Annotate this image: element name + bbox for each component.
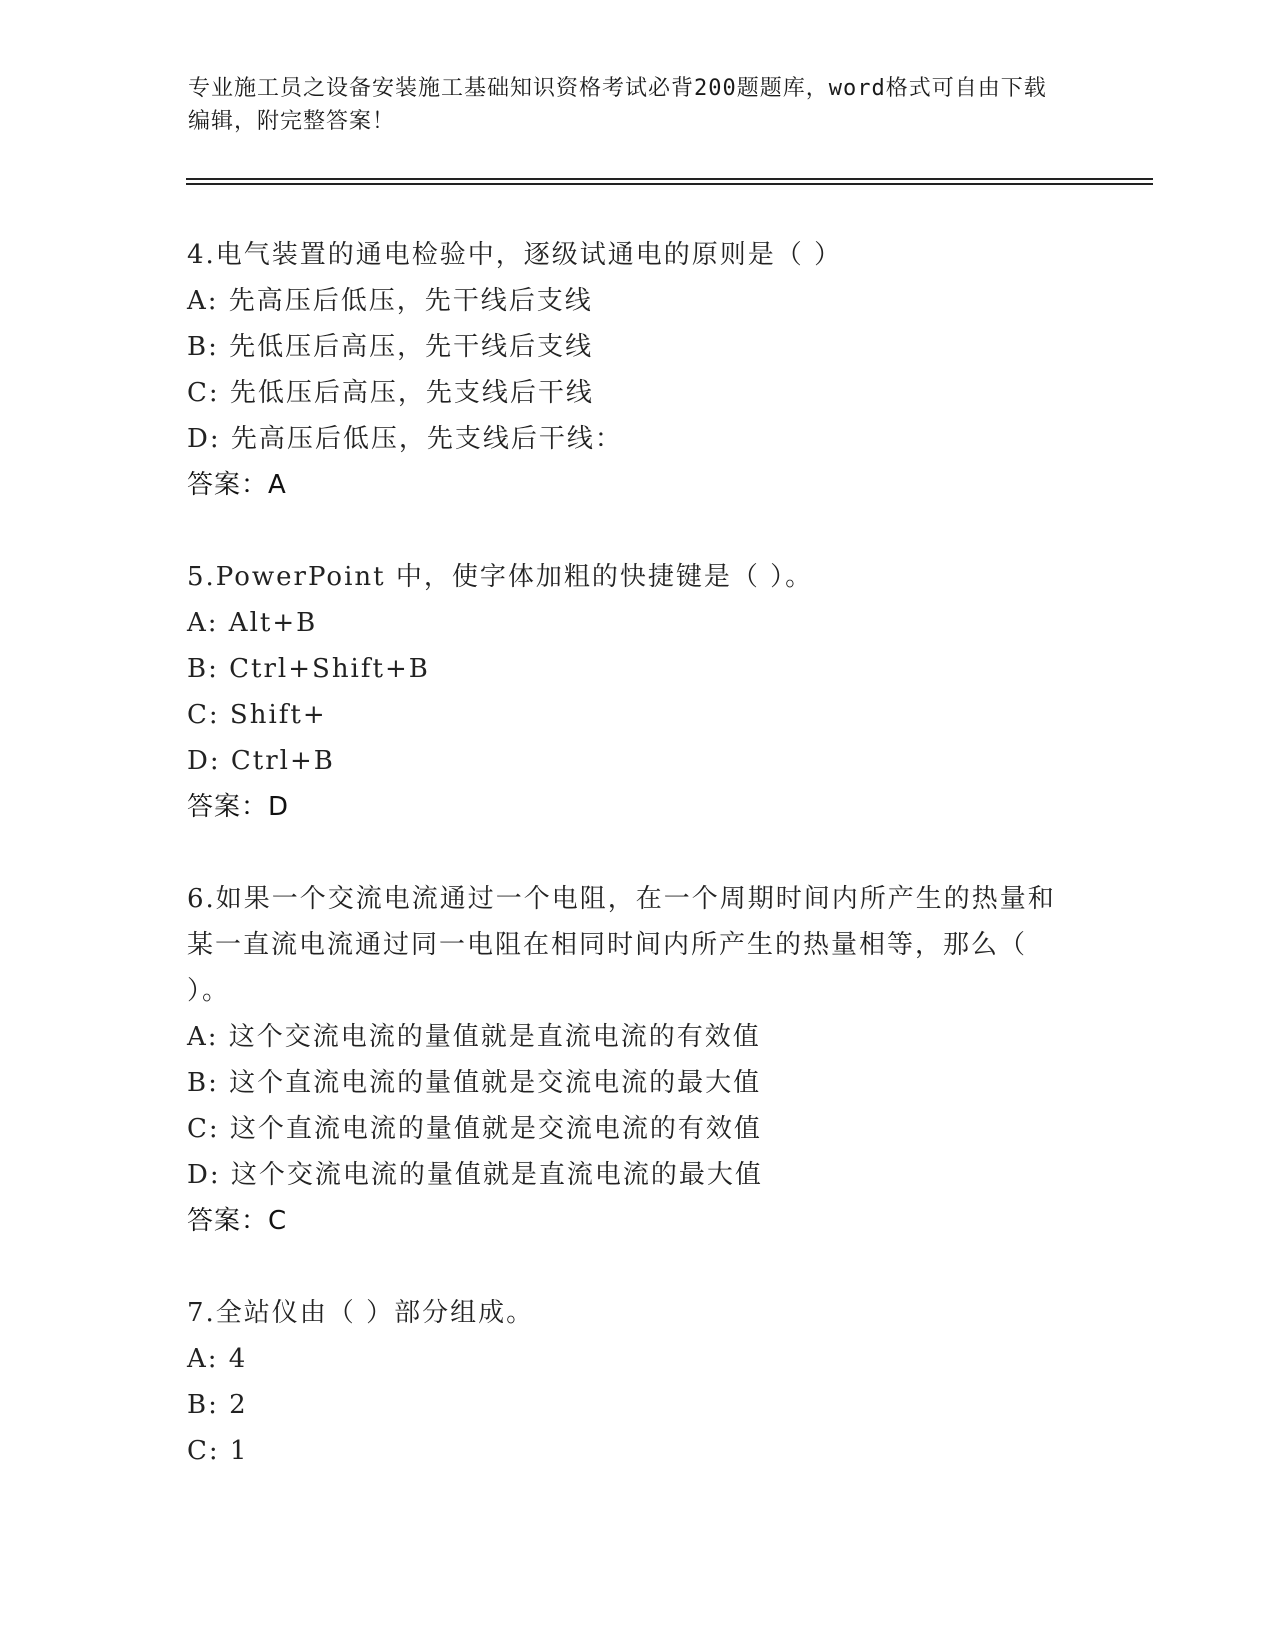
option-c: C: 1 xyxy=(187,1436,249,1466)
document-header: 专业施工员之设备安装施工基础知识资格考试必背200题题库，word格式可自由下载编辑，附完整答案！ xyxy=(188,76,1047,134)
question-6 xyxy=(187,876,1087,1244)
question-stem: 5.PowerPoint 中，使字体加粗的快捷键是（ ）。 xyxy=(187,562,814,592)
option-b: B: 这个直流电流的量值就是交流电流的最大值 xyxy=(187,1068,762,1098)
option-a: A: 4 xyxy=(187,1344,248,1374)
option-c: C: 这个直流电流的量值就是交流电流的有效值 xyxy=(187,1114,762,1144)
option-c: C: 先低压后高压，先支线后干线 xyxy=(187,378,594,408)
question-5 xyxy=(187,554,1087,830)
option-b: B: 2 xyxy=(187,1390,248,1420)
option-d: D: 先高压后低压，先支线后干线： xyxy=(187,424,623,454)
question-stem: 4.电气装置的通电检验中，逐级试通电的原则是（ ） xyxy=(187,240,843,270)
question-stem: 7.全站仪由（ ）部分组成。 xyxy=(187,1298,535,1328)
question-stem: 6.如果一个交流电流通过一个电阻，在一个周期时间内所产生的热量和某一直流电流通过同一电阻在相同时间内所产生的热量相等，那么（ ）。 xyxy=(187,884,1056,1006)
question-list xyxy=(187,232,1087,1520)
answer-label: 答案：D xyxy=(187,792,290,822)
answer-label: 答案：A xyxy=(187,470,287,500)
question-4 xyxy=(187,232,1087,508)
option-d: D: 这个交流电流的量值就是直流电流的最大值 xyxy=(187,1160,763,1190)
question-7 xyxy=(187,1290,1087,1474)
option-b: B: 先低压后高压，先干线后支线 xyxy=(187,332,594,362)
header-divider-bottom xyxy=(186,183,1153,185)
header-divider-top xyxy=(186,178,1153,180)
option-c: C: Shift+ xyxy=(187,700,327,730)
option-a: A: 先高压后低压，先干线后支线 xyxy=(187,286,593,316)
option-a: A: 这个交流电流的量值就是直流电流的有效值 xyxy=(187,1022,761,1052)
option-d: D: Ctrl+B xyxy=(187,746,335,776)
option-b: B: Ctrl+Shift+B xyxy=(187,654,430,684)
option-a: A: Alt+B xyxy=(187,608,318,638)
answer-label: 答案：C xyxy=(187,1206,288,1236)
